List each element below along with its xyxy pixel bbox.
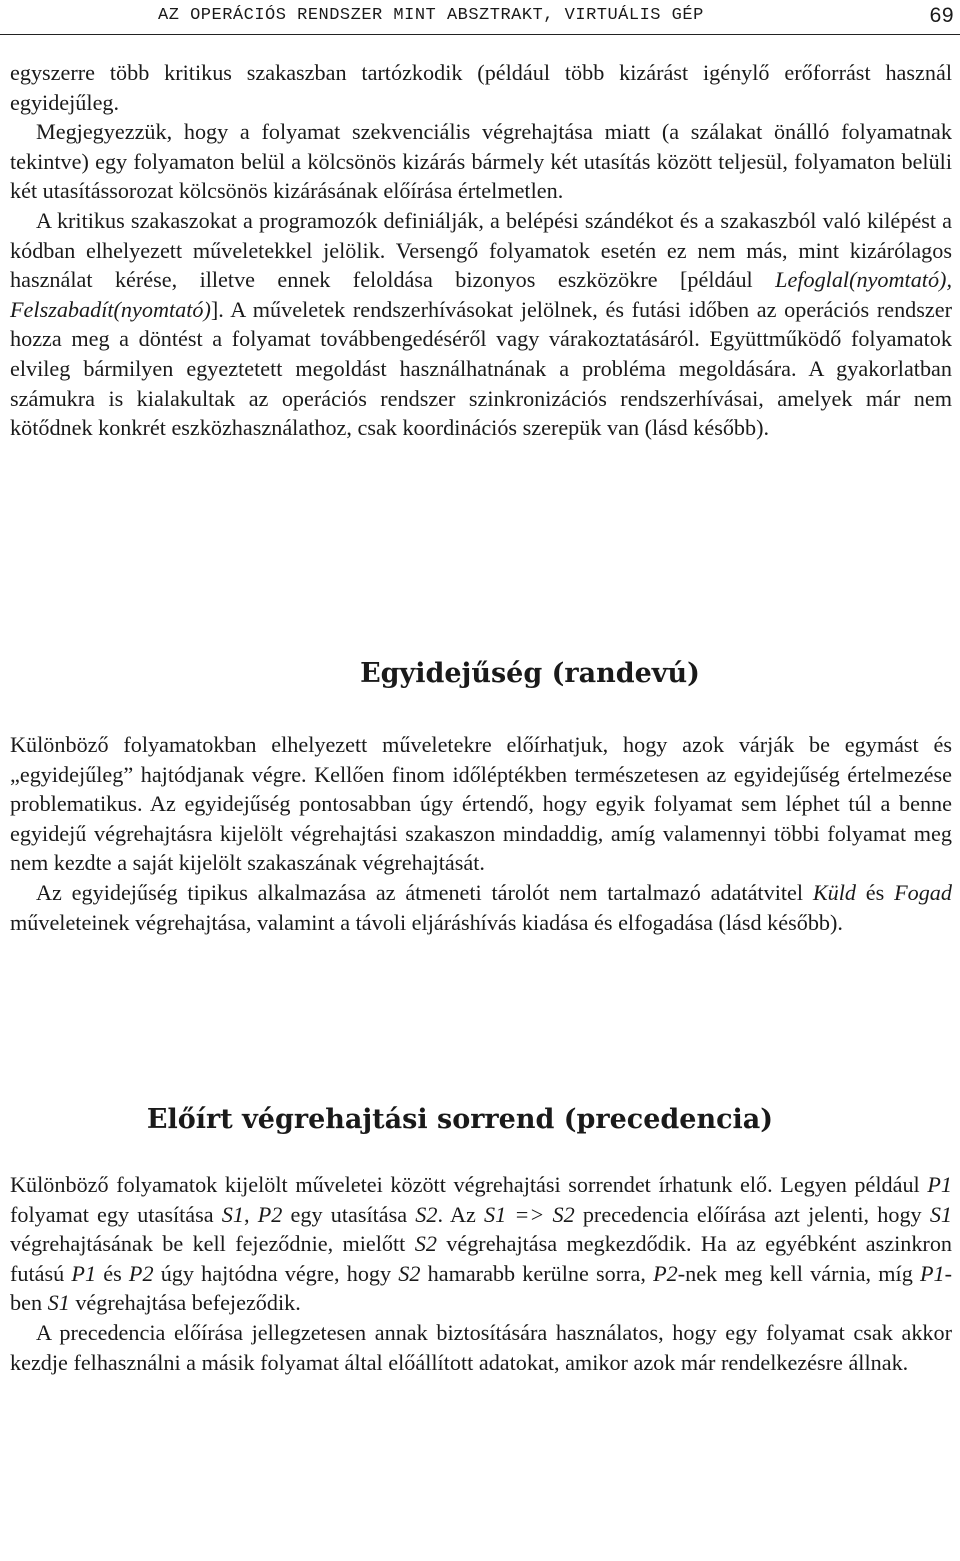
page-number: 69 (929, 4, 954, 27)
paragraph-randevu-usage (10, 878, 952, 937)
text-run: precedencia előírása azt jelenti, hogy (574, 1201, 930, 1227)
italic-run: P2 (653, 1260, 678, 1286)
section-heading-randevu: Egyidejűség (randevú) (360, 658, 700, 689)
text-run: Különböző folyamatok kijelölt műveletei között végrehajtási sorrendet írhatunk elő. Legyen például (10, 1172, 928, 1197)
text-run: úgy hajtódna végre, hogy (153, 1260, 399, 1286)
intro-section (10, 58, 952, 443)
italic-run: S2 (414, 1231, 437, 1257)
paragraph-continuation: egyszerre több kritikus szakaszban tartózkodik (például több kizárást igénylő erőforrást használ egyidejűleg. (10, 60, 952, 115)
text-run: végrehajtása megkezdődik. Ha az egyébként aszinkron futású (10, 1231, 953, 1286)
italic-run: Küld (812, 879, 856, 905)
paragraph-critical-sections (10, 206, 952, 443)
precedence-section (10, 1170, 952, 1377)
paragraph-randevu-definition: Különböző folyamatokban elhelyezett műveletekre előírhatjuk, hogy azok várják be egymást és „egyidejűleg” hajtódjanak végre. Kellően finom időléptékben természetesen az egyidejűség értelmezése problematikus. Az egyidejűség pontosabban úgy értendő, hogy egyik folyamat sem léphet túl a benne egyidejű végrehajtásra kijelölt végrehajtási szakaszon mindaddig, amíg valamennyi többi folyamat meg nem kezdte a saját kijelölt szakaszának végrehajtását. (10, 732, 952, 876)
text-run: A kritikus szakaszokat a programozók definiálják, a belépési szándékot és a szakaszból való kilépést a kódban elhelyezett műveletekkel jelölik. Versengő folyamatok esetén ez nem más, mint kizárólagos használat kérése, illetve ennek feloldása bizonyos eszközökre [például (10, 207, 952, 293)
italic-run: S1 (929, 1201, 952, 1227)
text-run: végrehajtása befejeződik. (69, 1290, 301, 1316)
italic-run: S2 (415, 1201, 438, 1227)
italic-run: P1 (71, 1260, 97, 1286)
chapter-title: AZ OPERÁCIÓS RENDSZER MINT ABSZTRAKT, VIRTUÁLIS GÉP (158, 6, 704, 25)
paragraph-precedence-definition (10, 1170, 952, 1318)
italic-run: P1 (927, 1172, 952, 1197)
text-run: , (243, 1201, 258, 1227)
paragraph-sequential-note: Megjegyezzük, hogy a folyamat szekvenciális végrehajtása miatt (a szálakat önálló folyamatnak tekintve) egy folyamaton belül a kölcsönös kizárás bármely két utasítás között teljesül, folyamaton belüli két utasítássorozat kölcsönös kizárásának előírása értelmetlen. (10, 119, 952, 204)
italic-run: S1 (221, 1201, 244, 1227)
text-run: és (96, 1260, 129, 1286)
text-run: végrehajtásának be kell fejeződnie, mielőtt (10, 1231, 415, 1257)
text-run: és (855, 879, 895, 905)
italic-run: S1 (47, 1290, 70, 1316)
text-run: műveleteinek végrehajtása, valamint a távoli eljáráshívás kiadása és elfogadása (lásd később). (10, 909, 843, 935)
section-heading-precedence: Előírt végrehajtási sorrend (precedencia) (146, 1104, 774, 1135)
text-run: . Az (437, 1201, 485, 1227)
italic-run: Lefoglal(nyomtató), Felszabadít(nyomtató) (10, 267, 952, 322)
text-run: hamarabb kerülne sorra, (420, 1260, 654, 1286)
randevu-section (10, 730, 952, 937)
text-run: -ben (10, 1260, 953, 1316)
paragraph-precedence-usage: A precedencia előírása jellegzetesen annak biztosítására használatos, hogy egy folyamat csak akkor kezdje felhasználni a másik folyamat által előállított adatokat, amikor azok már rendelkezésre állnak. (10, 1319, 952, 1375)
text-run: ]. A műveletek rendszerhívásokat jelölnek, és futási időben az operációs rendszer hozza meg a döntést a folyamat továbbengedéséről vagy várakoztatásáról. Együttműködő folyamatok elvileg bármilyen egyeztetett megoldást használhatnának a probléma megoldására. A gyakorlatban számukra is kialakultak az operációs rendszer szinkronizációs rendszerhívásai, amelyek már nem kötődnek konkrét eszközhasználathoz, csak koordinációs szerepük van (lásd később). (10, 296, 952, 441)
text-run: Az egyidejűség tipikus alkalmazása az átmeneti tárolót nem tartalmazó adatátvitel (36, 879, 813, 905)
italic-run: P2 (128, 1260, 154, 1286)
italic-run: S1 => S2 (484, 1201, 575, 1227)
text-run: egy utasítása (282, 1201, 416, 1227)
italic-run: S2 (398, 1260, 421, 1286)
italic-run: P2 (257, 1201, 283, 1227)
italic-run: P1 (919, 1260, 945, 1286)
text-run: folyamat egy utasítása (10, 1201, 222, 1227)
text-run: -nek meg kell várnia, míg (677, 1260, 920, 1286)
italic-run: Fogad (894, 879, 952, 905)
running-header (0, 0, 960, 35)
